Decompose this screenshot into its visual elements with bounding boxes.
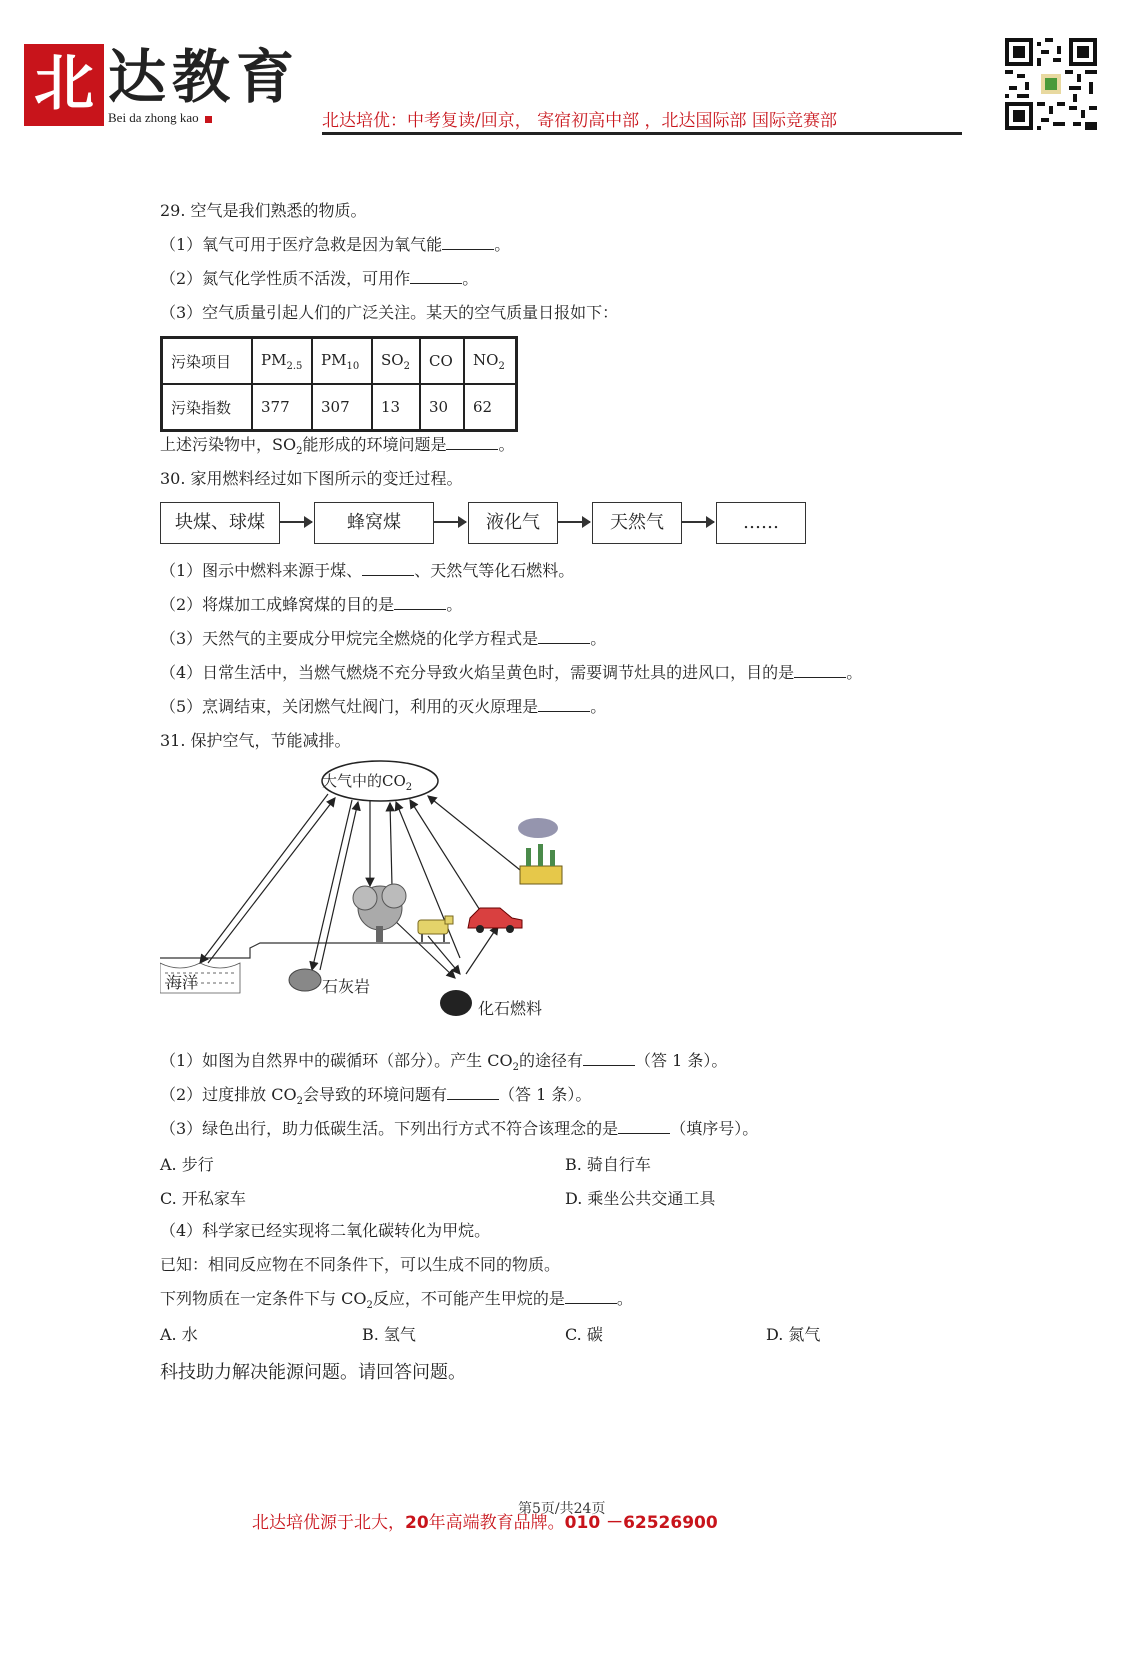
table-row [162, 384, 516, 430]
table-row [162, 338, 516, 384]
logo-subtitle: Bei da zhong kao [108, 110, 212, 126]
header-rule [322, 132, 962, 135]
flow-box: 蜂窝煤 [314, 502, 434, 544]
table-cell: 污染项目 [162, 338, 252, 384]
answer-blank[interactable] [442, 235, 494, 250]
table-cell: CO [420, 338, 464, 384]
diagram-label-ocean: 海洋 [166, 973, 199, 992]
flow-box: …… [716, 502, 806, 544]
table-cell: 13 [372, 384, 420, 430]
table-cell: $NO_2$ [464, 338, 516, 384]
cow-icon [418, 916, 453, 942]
q30-title: 30. 家用燃料经过如下图所示的变迁过程。 [160, 469, 463, 488]
flow-arrow-icon [434, 521, 466, 523]
answer-blank[interactable] [538, 697, 590, 712]
answer-blank[interactable] [362, 561, 414, 576]
q31-known: 已知：相同反应物在不同条件下，可以生成不同的物质。 [160, 1255, 561, 1274]
answer-blank[interactable] [447, 1085, 499, 1100]
flow-arrow-icon [558, 521, 590, 523]
factory-icon [518, 818, 562, 884]
q30-item1: （1）图示中燃料来源于煤、 、天然气等化石燃料。 [160, 561, 575, 580]
header-tagline: 北达培优：中考复读/回京， 寄宿初高中部 ，北达国际部 国际竞赛部 [322, 111, 837, 131]
q31-item4: （4）科学家已经实现将二氧化碳转化为甲烷。 [160, 1221, 491, 1240]
answer-blank[interactable] [410, 269, 462, 284]
page-number: 第5页/共24页 [518, 1501, 606, 1517]
q30-item4: （4）日常生活中，当燃气燃烧不充分导致火焰呈黄色时，需要调节灶具的进风口，目的是 。 [160, 663, 863, 682]
q29-item4: 上述污染物中，$SO_2$能形成的环境问题是 。 [160, 435, 515, 458]
q31-item2: （2）过度排放 $CO_2$会导致的环境问题有 （答 1 条）。 [160, 1085, 592, 1108]
tree-icon [353, 884, 406, 942]
answer-blank[interactable] [583, 1051, 635, 1066]
flow-box: 天然气 [592, 502, 682, 544]
q29-title: 29. 空气是我们熟悉的物质。 [160, 201, 367, 220]
answer-blank[interactable] [394, 595, 446, 610]
diagram-label-limestone: 石灰岩 [322, 977, 371, 996]
q29-item3: （3）空气质量引起人们的广泛关注。某天的空气质量日报如下： [160, 303, 619, 322]
logo-mark: 北 [24, 44, 104, 126]
fossil-fuel-icon [440, 990, 472, 1016]
q31-item3: （3）绿色出行，助力低碳生活。下列出行方式不符合该理念的是 （填序号）。 [160, 1119, 759, 1138]
q31-item1: （1）如图为自然界中的碳循环（部分）。产生 $CO_2$的途径有 （答 1 条）。 [160, 1051, 728, 1074]
q30-item2: （2）将煤加工成蜂窝煤的目的是 。 [160, 595, 463, 614]
qr-code-icon [1005, 38, 1097, 130]
table-cell: 62 [464, 384, 516, 430]
option-b[interactable]: B. 氢气 [362, 1325, 416, 1344]
flow-box: 液化气 [468, 502, 558, 544]
limestone-icon [289, 969, 321, 991]
table-cell: 307 [312, 384, 372, 430]
car-icon [468, 908, 522, 933]
table-cell: $PM_{10}$ [312, 338, 372, 384]
option-a[interactable]: A. 步行 [160, 1155, 214, 1174]
answer-blank[interactable] [794, 663, 846, 678]
option-c[interactable]: C. 开私家车 [160, 1189, 246, 1208]
q29-item1: （1）氧气可用于医疗急救是因为氧气能 。 [160, 235, 511, 254]
q30-item5: （5）烹调结束，关闭燃气灶阀门，利用的灭火原理是 。 [160, 697, 607, 716]
pollution-table [160, 336, 518, 432]
q31-item4-question: 下列物质在一定条件下与 $CO_2$反应，不可能产生甲烷的是 。 [160, 1289, 633, 1312]
answer-blank[interactable] [446, 435, 498, 450]
table-cell: 377 [252, 384, 312, 430]
diagram-label-fossil-fuel: 化石燃料 [478, 999, 543, 1018]
answer-blank[interactable] [538, 629, 590, 644]
table-cell: $SO_2$ [372, 338, 420, 384]
option-b[interactable]: B. 骑自行车 [565, 1155, 651, 1174]
q31-title: 31. 保护空气，节能减排。 [160, 731, 351, 750]
flow-arrow-icon [682, 521, 714, 523]
answer-blank[interactable] [618, 1119, 670, 1134]
q29-item2: （2）氮气化学性质不活泼，可用作 。 [160, 269, 479, 288]
table-cell: 污染指数 [162, 384, 252, 430]
answer-blank[interactable] [565, 1289, 617, 1304]
option-d[interactable]: D. 氮气 [766, 1325, 821, 1344]
q30-item3: （3）天然气的主要成分甲烷完全燃烧的化学方程式是 。 [160, 629, 607, 648]
diagram-label-atmosphere-co2: 大气中的$CO_2$ [322, 772, 413, 793]
flow-box: 块煤、球煤 [160, 502, 280, 544]
table-cell: 30 [420, 384, 464, 430]
option-c[interactable]: C. 碳 [565, 1325, 603, 1344]
flow-arrow-icon [280, 521, 312, 523]
option-a[interactable]: A. 水 [160, 1325, 198, 1344]
option-d[interactable]: D. 乘坐公共交通工具 [565, 1189, 716, 1208]
footer-slogan: 北达培优源于北大，20年高端教育品牌。010 －62526900 [252, 1513, 718, 1533]
logo-text: 达教育 [108, 43, 301, 111]
section-closing-text: 科技助力解决能源问题。请回答问题。 [160, 1362, 466, 1383]
table-cell: $PM_{2.5}$ [252, 338, 312, 384]
